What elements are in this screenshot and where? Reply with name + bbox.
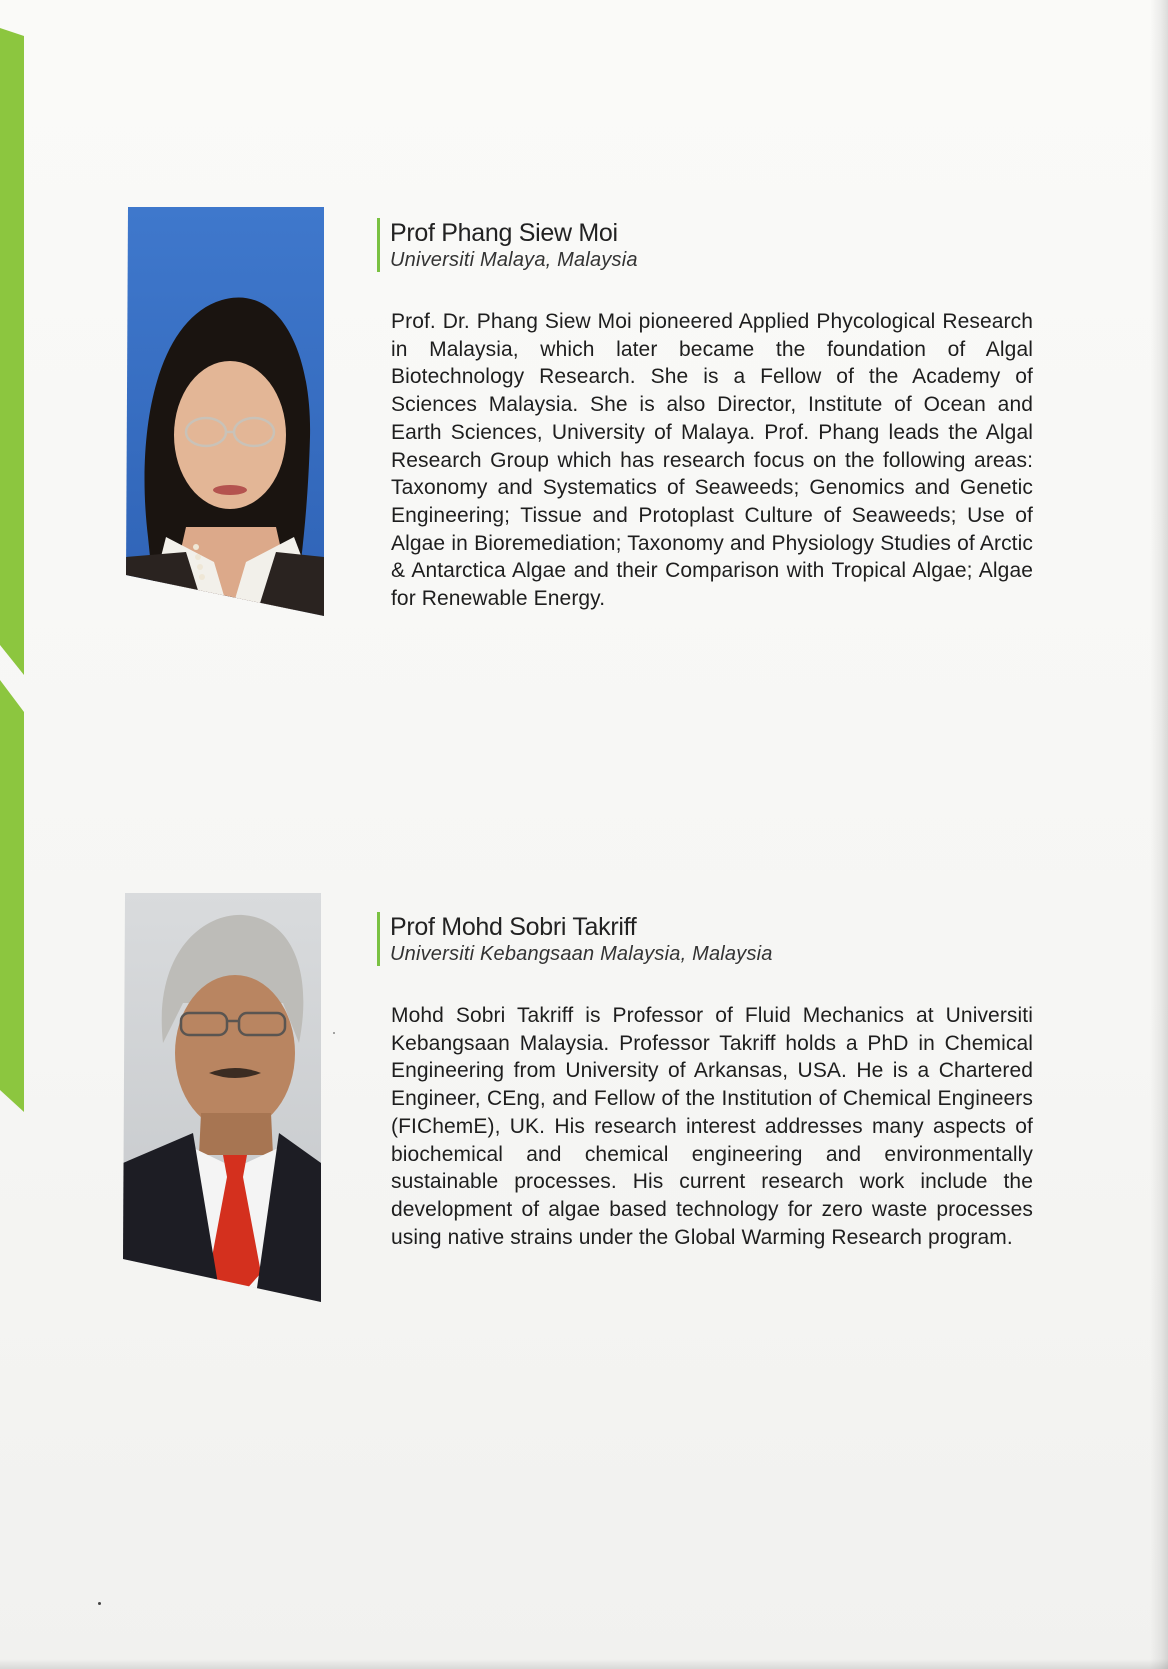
scan-speck [333,1032,335,1034]
speaker-photo-phang [126,207,324,616]
speaker-bio-takriff [391,912,1033,1251]
page-edge-shadow [1150,0,1168,1669]
speaker-description: Prof. Dr. Phang Siew Moi pioneered Applied Phycological Research in Malaysia, which later became the foundation of Algal Biotechnology Research. She is a Fellow of the Academy of Sciences Malaysia. She is also Director, Institute of Ocean and Earth Sciences, University of Malaya. Prof. Phang leads the Algal Research Group which has research focus on the following areas: Taxonomy and Systematics of Seaweeds; Genomics and Genetic Engineering; Tissue and Protoplast Culture of Seaweeds; Use of Algae in Bioremediation; Taxonomy and Physiology Studies of Arctic & Antarctica Algae and their Comparison with Tropical Algae; Algae for Renewable Energy. [391,310,1033,611]
green-side-band [0,0,30,1669]
speaker-name: Prof Phang Siew Moi [390,219,618,247]
speaker-photo-takriff [123,893,321,1302]
scan-speck [98,1602,101,1605]
speaker-affiliation: Universiti Malaya, Malaysia [390,249,638,271]
speaker-name: Prof Mohd Sobri Takriff [390,913,637,941]
speaker-heading [377,218,1033,272]
page-edge-shadow [0,1659,1168,1669]
speaker-heading [377,912,1033,966]
speaker-bio-phang [391,218,1033,613]
speaker-affiliation: Universiti Kebangsaan Malaysia, Malaysia [390,943,773,965]
speaker-description: Mohd Sobri Takriff is Professor of Fluid Mechanics at Universiti Kebangsaan Malaysia. Professor Takriff holds a PhD in Chemical Engineering from University of Arkansas, USA. He is a Chartered Engineer, CEng, and Fellow of the Institution of Chemical Engineers (FIChemE), UK. His research interest addresses many aspects of biochemical and chemical engineering and environmentally sustainable processes. His current research work include the development of algae based technology for zero waste processes using native strains under the Global Warming Research program. [391,1004,1033,1249]
